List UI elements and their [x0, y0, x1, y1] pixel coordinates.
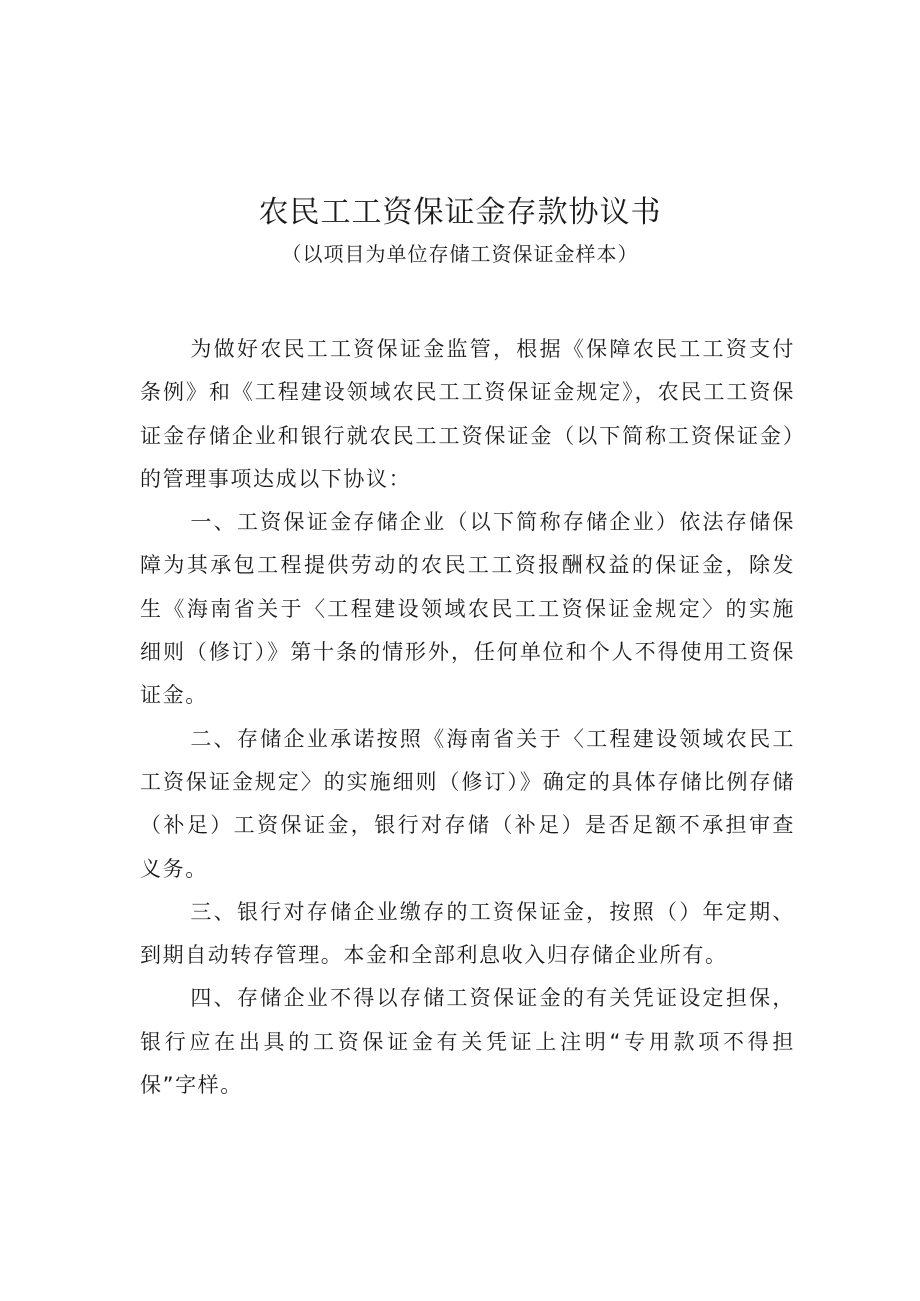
document-subtitle: （以项目为单位存储工资保证金样本）	[281, 242, 639, 266]
paragraph-clause-3: 三、银行对存储企业缴存的工资保证金，按照（）年定期、到期自动转存管理。本金和全部利息收入归存储企业所有。	[140, 899, 795, 968]
paragraph-intro: 为做好农民工工资保证金监管，根据《保障农民工工资支付条例》和《工程建设领域农民工工资保证金规定》，农民工工资保证金存储企业和银行就农民工工资保证金（以下简称工资保证金）的管理事项达成以下协议：	[140, 337, 795, 491]
paragraph-clause-2: 二、存储企业承诺按照《海南省关于〈工程建设领域农民工工资保证金规定〉的实施细则（修订）》确定的具体存储比例存储（补足）工资保证金，银行对存储（补足）是否足额不承担审查义务。	[140, 726, 795, 881]
document-title: 农民工工资保证金存款协议书	[258, 195, 662, 230]
paragraph-clause-1: 一、工资保证金存储企业（以下简称存储企业）依法存储保障为其承包工程提供劳动的农民工工资报酬权益的保证金，除发生《海南省关于〈工程建设领域农民工工资保证金规定〉的实施细则（修订）》第十条的情形外，任何单位和个人不得使用工资保证金。	[140, 510, 795, 708]
paragraph-clause-4: 四、存储企业不得以存储工资保证金的有关凭证设定担保，银行应在出具的工资保证金有关凭证上注明“专用款项不得担保”字样。	[140, 986, 795, 1098]
document-body	[140, 328, 795, 1107]
